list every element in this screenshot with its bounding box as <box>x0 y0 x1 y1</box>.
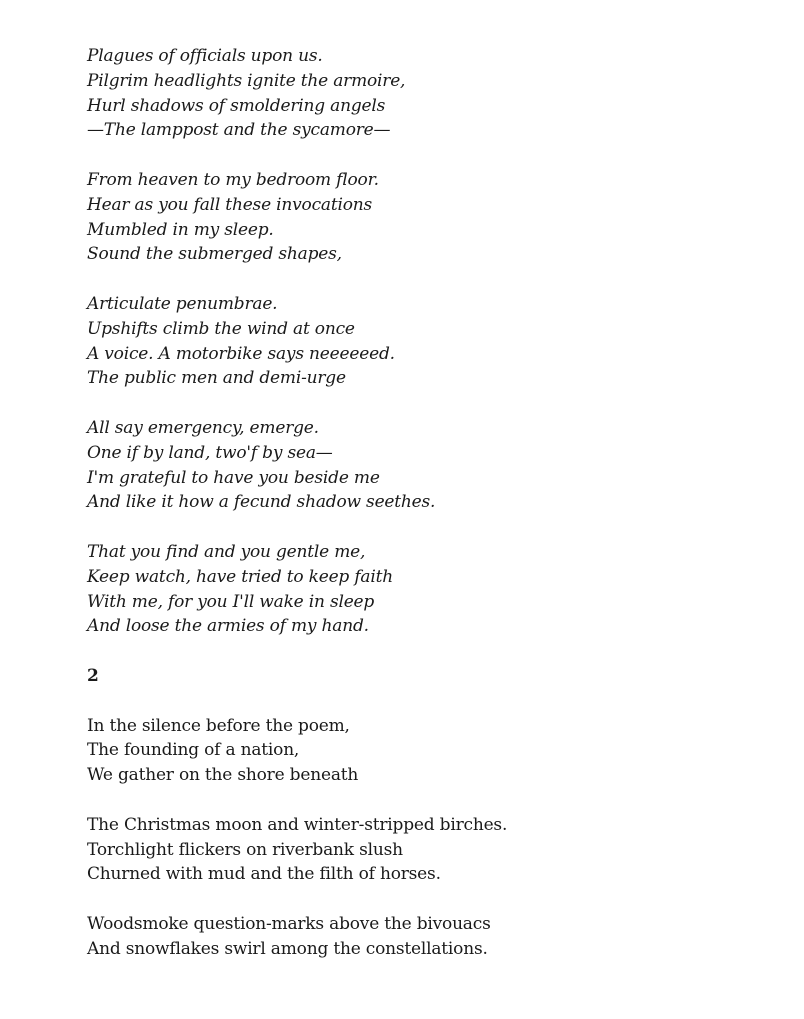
stanza <box>87 813 767 887</box>
poem-line: One if by land, two'f by sea— <box>87 442 333 463</box>
stanza <box>87 44 767 143</box>
poem-line: I'm grateful to have you beside me <box>87 467 380 488</box>
stanza <box>87 416 767 515</box>
poem-line: The public men and demi-urge <box>87 368 346 389</box>
poem-line: And like it how a fecund shadow seethes. <box>87 492 436 513</box>
poem-line: And snowflakes swirl among the constellations. <box>87 938 488 959</box>
poem-line: Torchlight flickers on riverbank slush <box>87 839 403 860</box>
poem-line: Hurl shadows of smoldering angels <box>87 95 386 116</box>
poem-line: A voice. A motorbike says neeeeeed. <box>87 343 395 364</box>
poem-line: With me, for you I'll wake in sleep <box>87 591 375 612</box>
poem-line: Woodsmoke question-marks above the bivouacs <box>87 913 491 934</box>
stanza <box>87 912 767 962</box>
poem-line: Upshifts climb the wind at once <box>87 318 355 339</box>
section-number: 2 <box>87 665 99 686</box>
poem-part-one <box>87 44 767 639</box>
poem-line: All say emergency, emerge. <box>87 417 319 438</box>
stanza <box>87 168 767 267</box>
poem-line: Hear as you fall these invocations <box>87 194 372 215</box>
poem-page <box>87 44 767 986</box>
poem-line: —The lamppost and the sycamore— <box>87 120 391 141</box>
poem-line: Plagues of officials upon us. <box>87 46 323 66</box>
stanza <box>87 540 767 639</box>
poem-line: And loose the armies of my hand. <box>87 616 369 637</box>
poem-part-two <box>87 714 767 962</box>
stanza <box>87 714 767 788</box>
poem-line: We gather on the shore beneath <box>87 765 359 786</box>
poem-line: Churned with mud and the filth of horses. <box>87 864 441 885</box>
poem-line: From heaven to my bedroom floor. <box>87 169 379 190</box>
poem-line: Mumbled in my sleep. <box>87 219 274 240</box>
poem-line: The Christmas moon and winter-stripped birches. <box>87 814 508 835</box>
poem-line: Keep watch, have tried to keep faith <box>87 566 393 587</box>
poem-line: Pilgrim headlights ignite the armoire, <box>87 70 406 91</box>
poem-line: Sound the submerged shapes, <box>87 244 342 265</box>
poem-line: In the silence before the poem, <box>87 715 350 736</box>
poem-line: That you find and you gentle me, <box>87 541 366 562</box>
poem-line: The founding of a nation, <box>87 740 300 761</box>
stanza <box>87 292 767 391</box>
poem-line: Articulate penumbrae. <box>87 293 278 314</box>
